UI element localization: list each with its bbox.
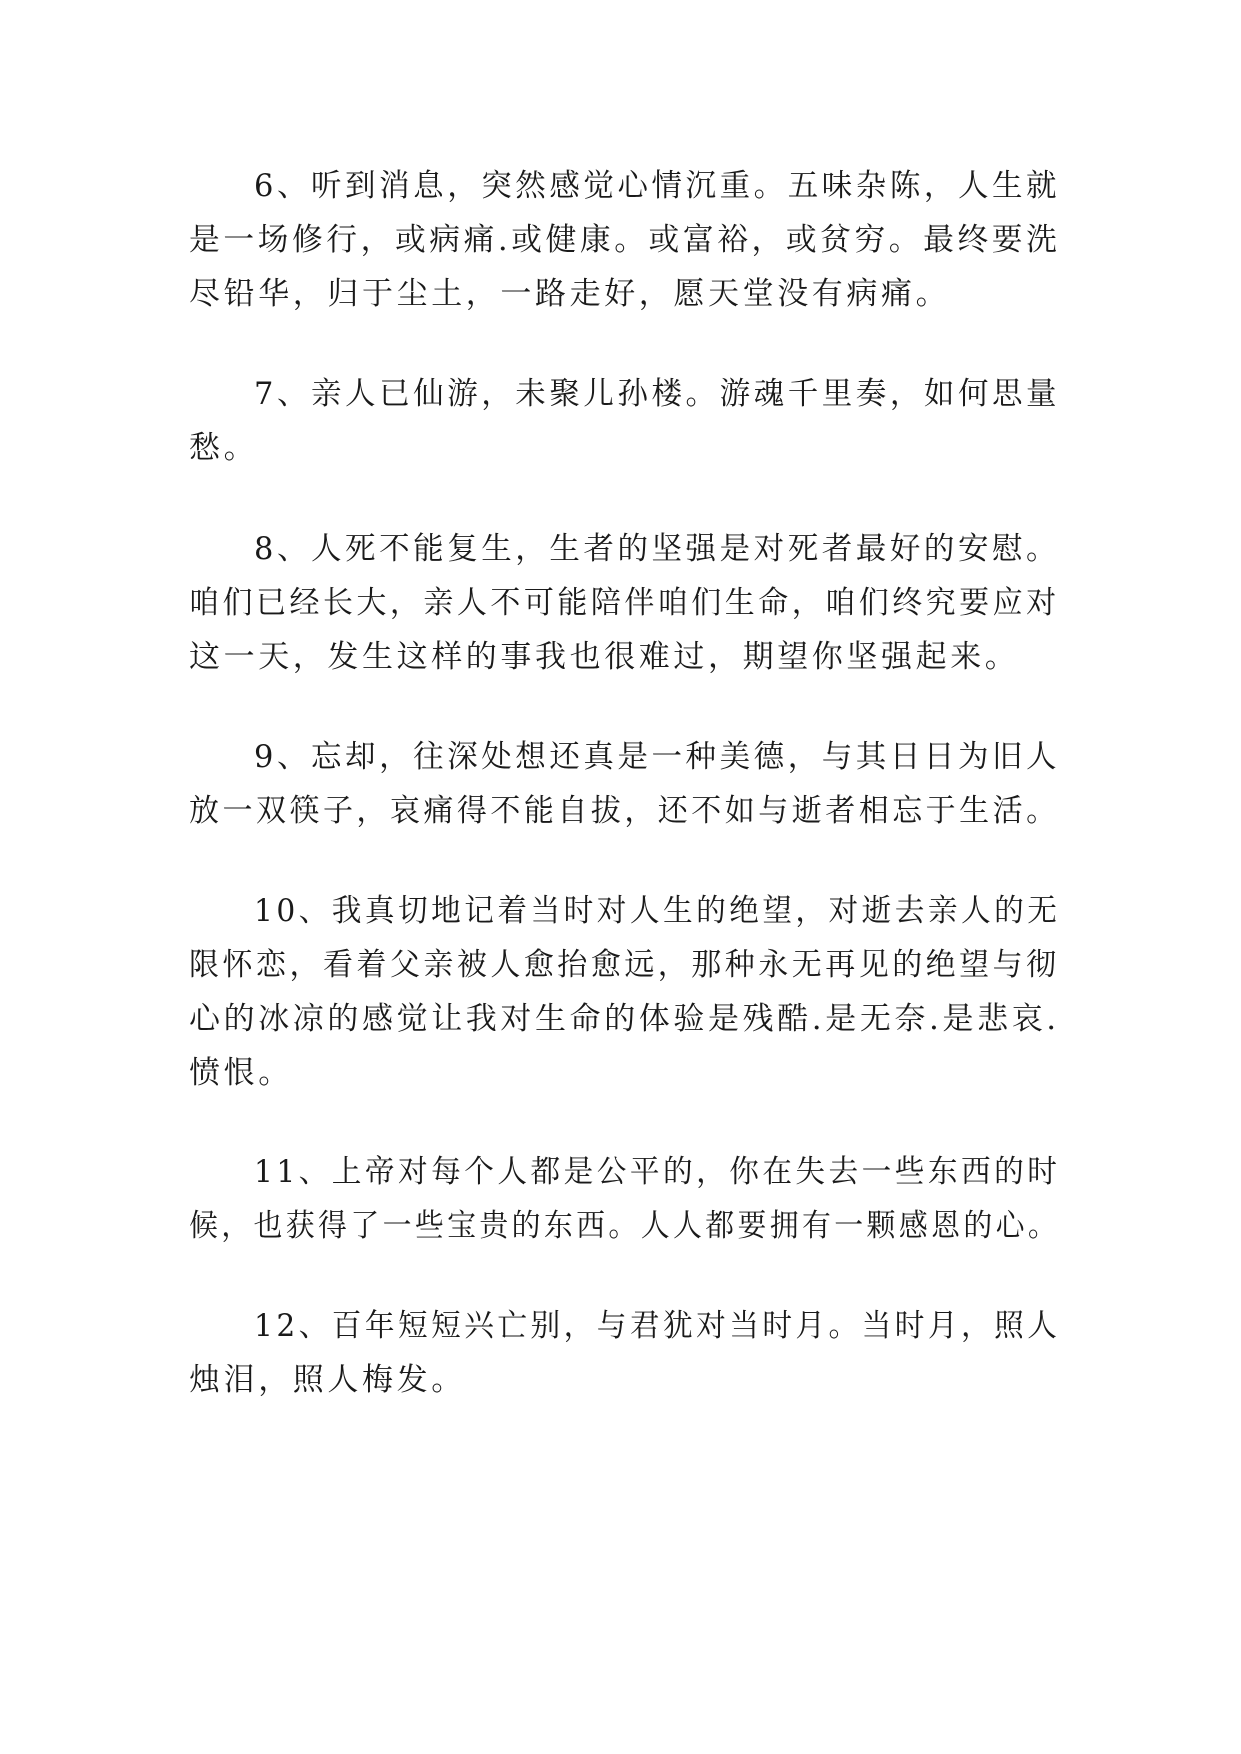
paragraph-6-line-3: 尽铅华，归于尘土，一路走好，愿天堂没有病痛。 [189,276,951,312]
paragraph-6-line-2: 是一场修行，或病痛.或健康。或富裕，或贫穷。最终要洗 [189,222,1061,258]
paragraph-11-line-2: 候，也获得了一些宝贵的东西。人人都要拥有一颗感恩的心。 [189,1208,1061,1244]
paragraph-9-line-2: 放一双筷子，哀痛得不能自拔，还不如与逝者相忘于生活。 [189,793,1060,829]
paragraph-8-line-1: 8、人死不能复生，生者的坚强是对死者最好的安慰。 [254,531,1061,567]
paragraph-10-line-4: 愤恨。 [189,1055,293,1091]
paragraph-8-line-2: 咱们已经长大，亲人不可能陪伴咱们生命，咱们终究要应对 [189,585,1060,621]
paragraph-7-line-1: 7、亲人已仙游，未聚儿孙楼。游魂千里奏，如何思量 [254,376,1061,412]
paragraph-8-line-3: 这一天，发生这样的事我也很难过，期望你坚强起来。 [189,639,1020,675]
paragraph-11-line-1: 11、上帝对每个人都是公平的，你在失去一些东西的时 [254,1154,1061,1190]
paragraph-9-line-1: 9、忘却，往深处想还真是一种美德，与其日日为旧人 [254,739,1061,775]
paragraph-10-line-3: 心的冰凉的感觉让我对生命的体验是残酷.是无奈.是悲哀. [189,1001,1060,1037]
paragraph-10-line-1: 10、我真切地记着当时对人生的绝望，对逝去亲人的无 [254,893,1061,929]
paragraph-12-line-1: 12、百年短短兴亡别，与君犹对当时月。当时月，照人 [254,1308,1061,1344]
paragraph-10-line-2: 限怀恋，看着父亲被人愈抬愈远，那种永无再见的绝望与彻 [189,947,1060,983]
paragraph-7-line-2: 愁。 [189,430,259,466]
paragraph-6-line-1: 6、听到消息，突然感觉心情沉重。五味杂陈，人生就 [254,168,1061,204]
paragraph-12-line-2: 烛泪，照人梅发。 [189,1362,466,1398]
